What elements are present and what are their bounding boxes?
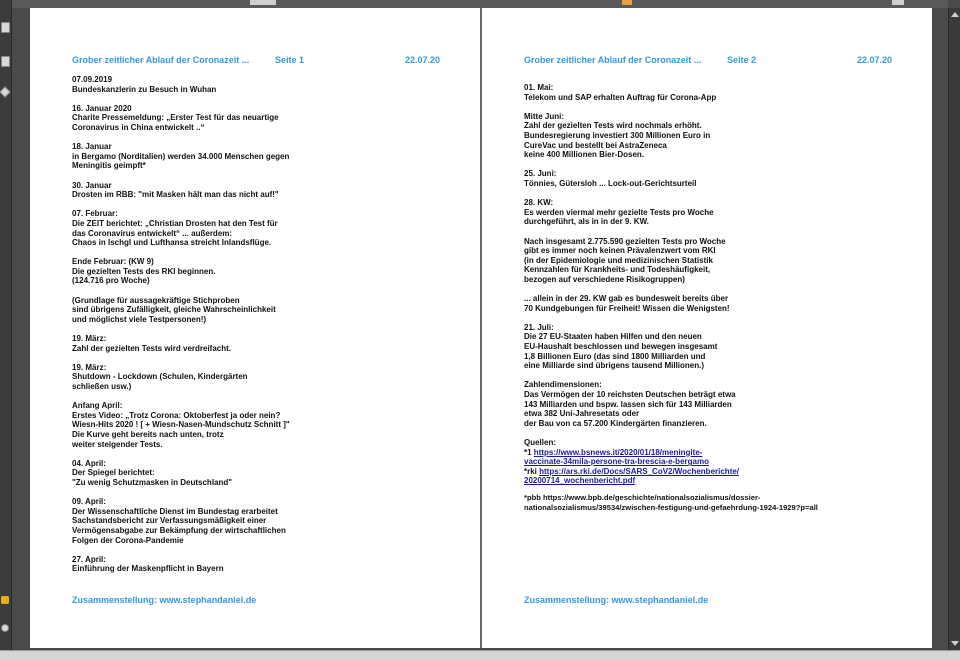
left-toolbar	[0, 0, 12, 660]
scroll-down-icon[interactable]	[951, 641, 959, 646]
timeline-entry: 18. Januar in Bergamo (Norditalien) werden 34.000 Menschen gegen Meningitis geimpft*	[72, 142, 290, 171]
source-link-rki[interactable]: https://ars.rki.de/Docs/SARS_CoV2/Wochenberichte/ 20200714_wochenbericht.pdf	[524, 466, 740, 486]
document-icon[interactable]	[1, 56, 10, 67]
warning-icon[interactable]	[1, 596, 9, 604]
timeline-entry: ... allein in der 29. KW gab es bundesweit bereits über 70 Kundgebungen für Freiheit! Wissen die Wenigsten!	[524, 294, 730, 313]
timeline-entry: 19. März: Shutdown - Lockdown (Schulen, Kindergärten schließen usw.)	[72, 362, 248, 391]
timeline-entry: 28. KW: Es werden viermal mehr gezielte Tests pro Woche durchgeführt, als in in der 9. KW.	[524, 198, 714, 227]
timeline-entry: 04. April: Der Spiegel berichtet: "Zu wenig Schutzmasken in Deutschland"	[72, 458, 233, 487]
timeline-entry: 16. Januar 2020 Charite Pressemeldung: „Erster Test für das neuartige Coronavirus in China entwickelt ..“	[72, 103, 279, 132]
document-page-2	[482, 8, 932, 648]
horizontal-scrollbar[interactable]	[0, 650, 960, 660]
page-icon[interactable]	[1, 22, 10, 33]
source-bpb: *pbb https://www.bpb.de/geschichte/nationalsozialismus/dossier- nationalsozialismus/39534/zwischen-festigung-und-gefaehrdung-1924-1929?p=all	[524, 492, 818, 512]
sources-title: Quellen:	[524, 437, 557, 447]
top-toolbar	[12, 0, 948, 8]
timeline-entry: Mitte Juni: Zahl der gezielten Tests wird nochmals erhöht. Bundesregierung investiert 300 Millionen Euro in CureVac und bestellt bei AstraZeneca keine 400 Millionen Bier-Dosen.	[524, 111, 711, 160]
timeline-entry: Anfang April: Erstes Video: „Trotz Corona: Oktoberfest ja oder nein? Wiesn-Hits 2020 ! [ + Wiesn-Nasen-Mundschutz Schnitt ]" Die Kurve geht bereits nach unten, trotz weiter steigender Tests.	[72, 401, 290, 449]
timeline-entry: 27. April: Einführung der Maskenpflicht in Bayern	[72, 554, 224, 574]
page-footer: Zusammenstellung: www.stephandaniel.de	[524, 595, 709, 605]
page-footer: Zusammenstellung: www.stephandaniel.de	[72, 595, 257, 605]
timeline-entry: 19. März: Zahl der gezielten Tests wird verdreifacht.	[72, 334, 232, 353]
timeline-entry: 21. Juli: Die 27 EU-Staaten haben Hilfen und den neuen EU-Haushalt beschlossen und bewegen insgesamt 1,8 Billionen Euro (das sind 1800 Milliarden und eine Milliarde sind übrigens tausend Millionen.)	[524, 322, 718, 371]
toolbar-field[interactable]	[250, 0, 276, 5]
help-icon[interactable]	[1, 624, 9, 632]
source-link-bsnews[interactable]: https://www.bsnews.it/2020/01/18/meningite- vaccinate-34mila-persone-tra-brescia-e-bergamo	[524, 447, 709, 467]
header-title: Grober zeitlicher Ablauf der Coronazeit ...	[72, 55, 250, 65]
scroll-up-icon[interactable]	[951, 12, 959, 17]
header-date: 22.07.20	[404, 55, 440, 65]
vertical-scrollbar[interactable]	[948, 8, 960, 650]
timeline-entry: Zahlendimensionen: Das Vermögen der 10 reichsten Deutschen beträgt etwa 143 Milliarden und bspw. lassen sich für 143 Milliarden etwa 382 Uni-Jahresetats oder der Bau von ca 57.200 Kindergärten finanzieren.	[524, 380, 736, 428]
timeline-entry: 07.09.2019 Bundeskanzlerin zu Besuch in Wuhan	[72, 75, 217, 94]
timeline-entry: 07. Februar: Die ZEIT berichtet: „Christian Drosten hat den Test für das Coronavirus entwickelt“ ... außerdem: Chaos in Ischgl und Lufthansa streicht Inlandsflüge.	[72, 209, 278, 248]
header-page-number: Seite 1	[275, 55, 305, 65]
timeline-entry: (Grundlage für aussagekräftige Stichproben sind übrigens Zufälligkeit, gleiche Wahrscheinlichkeit und möglichst viele Testpersonen!)	[72, 295, 276, 324]
timeline-entry: 30. Januar Drosten im RBB: "mit Masken hält man das nicht auf!"	[72, 180, 279, 200]
header-page-number: Seite 2	[727, 55, 757, 65]
source-prefix: *1	[524, 447, 534, 457]
page-body	[524, 83, 904, 522]
sources-block	[524, 438, 904, 486]
toolbar-icon[interactable]	[622, 0, 632, 5]
source-prefix: *rki	[524, 466, 540, 476]
pencil-icon[interactable]	[0, 86, 11, 97]
timeline-entry: Nach insgesamt 2.775.590 gezielten Tests pro Woche gibt es immer noch keinen Prävalenzwert vom RKI (in der Epidemiologie und medizinischen Statistik Kennzahlen für Krankheits- und Todeshäufigkeit, bezogen auf verschiedene Risikogruppen)	[524, 236, 726, 284]
timeline-entry: 01. Mai: Telekom und SAP erhalten Auftrag für Corona-App	[524, 83, 717, 102]
document-page-1	[30, 8, 480, 648]
header-title: Grober zeitlicher Ablauf der Coronazeit ...	[524, 55, 702, 65]
timeline-entry: 09. April: Der Wissenschaftliche Dienst im Bundestag erarbeitet Sachstandsbericht zur Verfassungsmäßigkeit einer Vermögensabgabe zur Bekämpfung der wirtschaftlichen Folgen der Corona-Pandemie	[72, 497, 286, 545]
page-body	[72, 75, 452, 583]
header-date: 22.07.20	[856, 55, 892, 65]
timeline-entry: 25. Juni: Tönnies, Gütersloh ... Lock-out-Gerichtsurteil	[524, 169, 697, 188]
toolbar-button[interactable]	[892, 0, 904, 5]
timeline-entry: Ende Februar: (KW 9) Die gezielten Tests des RKI beginnen. (124.716 pro Woche)	[72, 257, 216, 286]
